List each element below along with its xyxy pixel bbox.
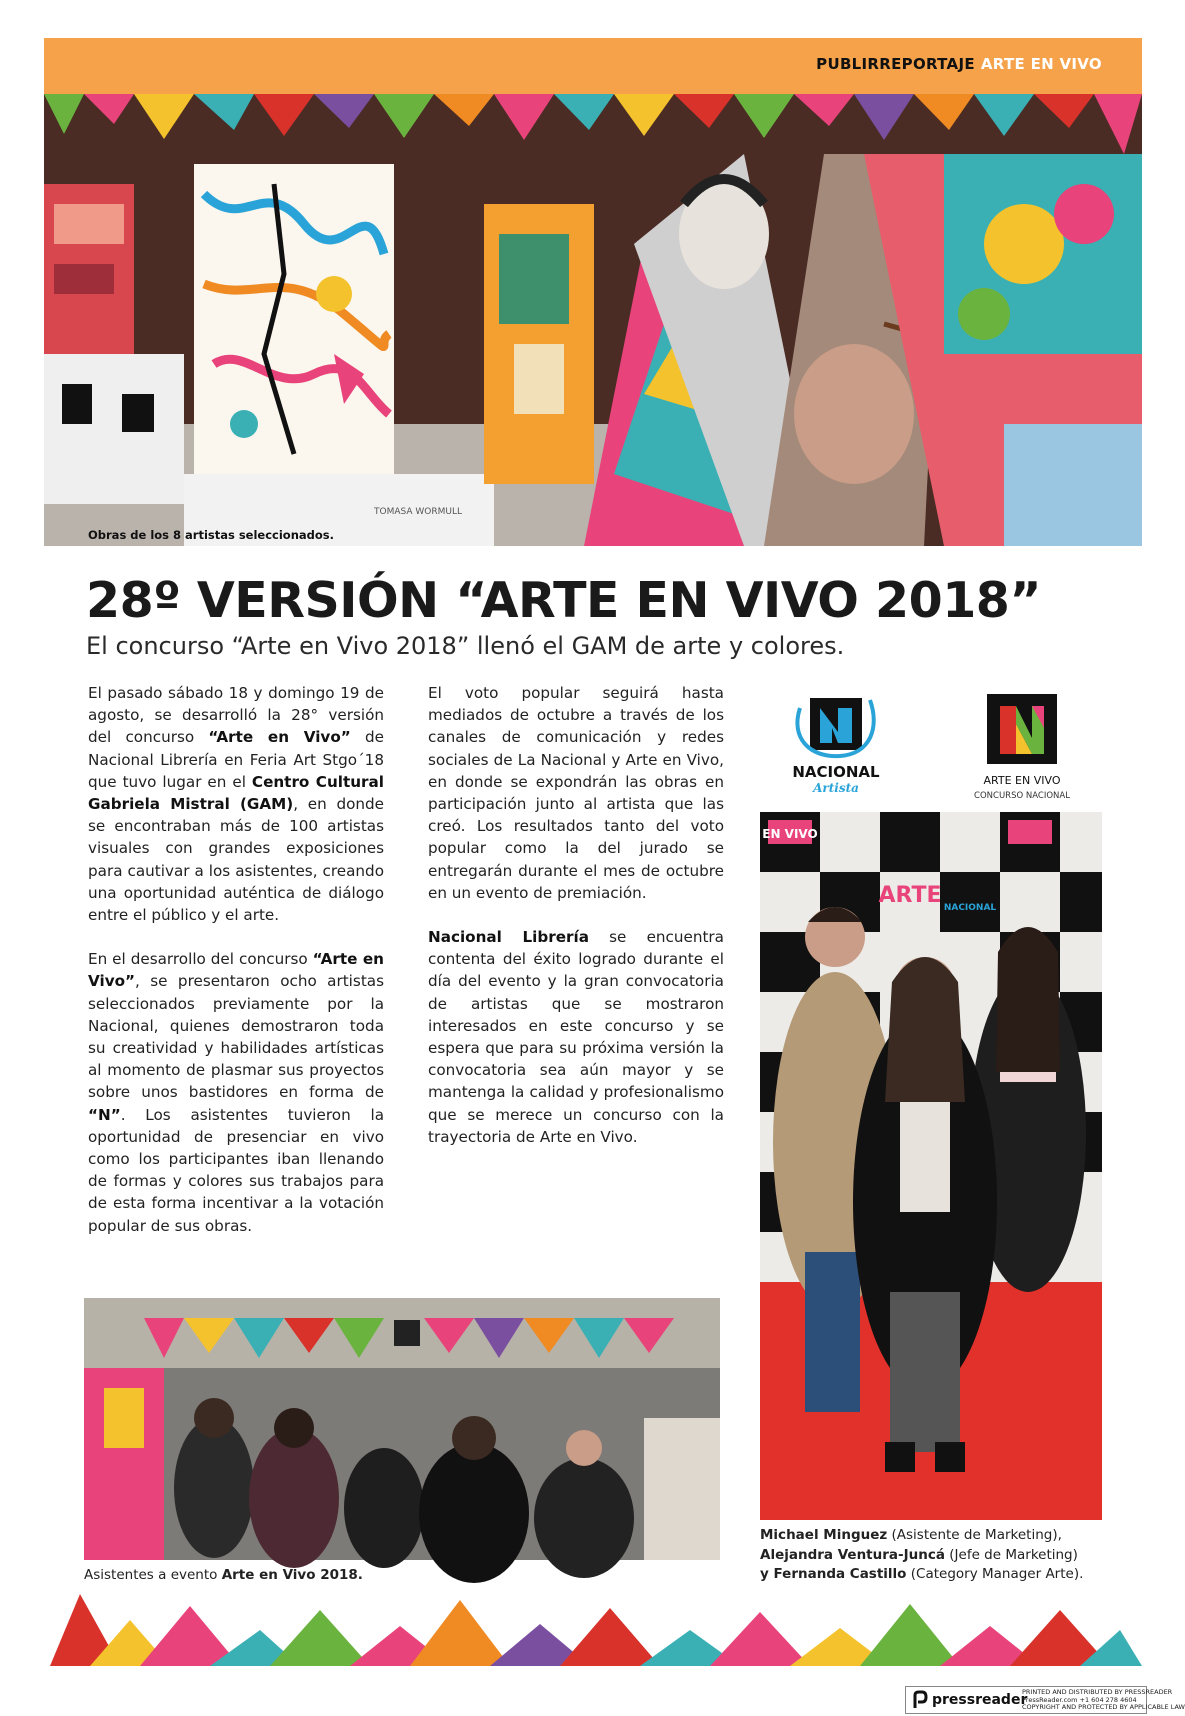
concurso-text: CONCURSO NACIONAL (974, 791, 1070, 801)
notice-line: PressReader.com +1 604 278 4604 (1022, 1695, 1137, 1704)
backdrop-text: ARTE (878, 883, 942, 908)
article-column-1 (88, 682, 384, 1259)
arte-en-vivo-text: ARTE EN VIVO (983, 774, 1061, 787)
person-role: (Category Manager Arte). (906, 1566, 1084, 1582)
section-topic: ARTE EN VIVO (980, 55, 1102, 73)
footer-triangles (50, 1590, 1142, 1666)
logos-art (760, 688, 1102, 808)
text-run: . Los asistentes tuvieron la oportunidad de presenciar en vivo como los participantes iban llenando de formas y colores sus trabajos para de esta forma incentivar a la votación popular de sus obras. (88, 1105, 384, 1235)
text-run: , se presentaron ocho artistas seleccionados previamente por la Nacional, quienes demostraron toda su creatividad y habilidades artísticas al momento de plasmar sus proyectos sobre unos bastidores en forma de (88, 972, 384, 1102)
marketing-team-photo (760, 812, 1102, 1520)
artist-name-plate: TOMASA WORMULL (374, 507, 463, 517)
text-run: se encuentra contenta del éxito logrado durante el día del evento y la gran convocatoria de artistas que se mostraron interesados en este concurso y se espera que para su próxima versión la convocatoria sea aún mayor y se mantenga la calidad y profesionalismo que se merece un concurso con la trayectoria de Arte en Vivo. (428, 928, 724, 1146)
crowd-scene (84, 1298, 720, 1560)
text-bold: “Arte en Vivo” (88, 950, 384, 991)
hero-caption: Obras de los 8 artistas seleccionados. (88, 528, 334, 542)
nacional-artista-logo (792, 698, 880, 795)
pressreader-notice (1022, 1689, 1185, 1712)
paragraph (428, 926, 724, 1148)
article-column-2 (428, 682, 724, 1170)
person-name: Michael Minguez (760, 1527, 888, 1543)
backdrop-text: EN VIVO (762, 827, 818, 841)
pressreader-logo-icon (912, 1691, 928, 1709)
backdrop-text: NACIONAL (943, 903, 997, 913)
artista-text: Artista (813, 781, 859, 795)
paragraph (88, 948, 384, 1237)
text-run: El pasado sábado 18 y domingo 19 de agosto, se desarrolló la 28° versión del concurso (88, 684, 384, 747)
text-bold: Nacional Librería (428, 928, 589, 947)
caption-line (760, 1565, 1100, 1585)
paragraph (88, 682, 384, 926)
person-name: Alejandra Ventura-Juncá (760, 1546, 945, 1563)
text-run: En el desarrollo del concurso (88, 950, 313, 969)
text-bold: Arte en Vivo 2018. (221, 1567, 363, 1583)
section-header-bar (44, 38, 1142, 94)
sponsor-logos (760, 688, 1102, 808)
paragraph: El voto popular seguirá hasta mediados de octubre a través de los canales de comunicación y redes sociales de La Nacional y Arte en Vivo, en donde se expondrán las obras en participación junto al artista que las creó. Los resultados tanto del voto popular como la del jurado se entregarán durante el mes de octubre en un evento de premiación. (428, 684, 724, 902)
text-bold: “Arte en Vivo” (208, 728, 351, 747)
text-run: Asistentes a evento (84, 1567, 222, 1583)
pressreader-brand: pressreader (932, 1692, 1028, 1708)
text-bold: Centro Cultural Gabriela Mistral (GAM) (88, 772, 384, 814)
notice-line: PRINTED AND DISTRIBUTED BY PRESSREADER (1022, 1688, 1173, 1696)
event-photo-caption (84, 1567, 363, 1583)
hero-collage-art (44, 94, 1142, 546)
footer-triangle-band (50, 1590, 1142, 1666)
event-crowd-photo (84, 1298, 720, 1560)
text-run: , en donde se encontraban más de 100 artistas visuales con grandes exposiciones para cautivar a los asistentes, creando una oportunidad auténtica de diálogo entre el público y el arte. (88, 795, 384, 925)
article-subtitle: El concurso “Arte en Vivo 2018” llenó el GAM de arte y colores. (86, 632, 845, 660)
pressreader-stamp (905, 1686, 1185, 1714)
section-name: PUBLIRREPORTAJE (816, 55, 975, 73)
nacional-text: NACIONAL (792, 763, 880, 781)
caption-line (760, 1526, 1100, 1546)
caption-line (760, 1546, 1100, 1566)
hero-collage-photo (44, 94, 1142, 546)
arte-en-vivo-logo (974, 694, 1070, 801)
team-photo-caption (760, 1526, 1100, 1585)
person-role: (Asistente de Marketing), (887, 1527, 1062, 1543)
text-bold: “N” (88, 1105, 121, 1124)
team-scene (760, 812, 1102, 1520)
person-name: y Fernanda Castillo (760, 1566, 907, 1582)
article-title: 28º VERSIÓN “ARTE EN VIVO 2018” (86, 572, 1042, 629)
text-run: de Nacional Librería en Feria Art Stgo´18 que tuvo lugar en el (88, 728, 384, 791)
notice-line: COPYRIGHT AND PROTECTED BY APPLICABLE LAW (1022, 1703, 1185, 1711)
person-role: (Jefe de Marketing) (944, 1546, 1078, 1563)
section-label (816, 55, 1102, 73)
